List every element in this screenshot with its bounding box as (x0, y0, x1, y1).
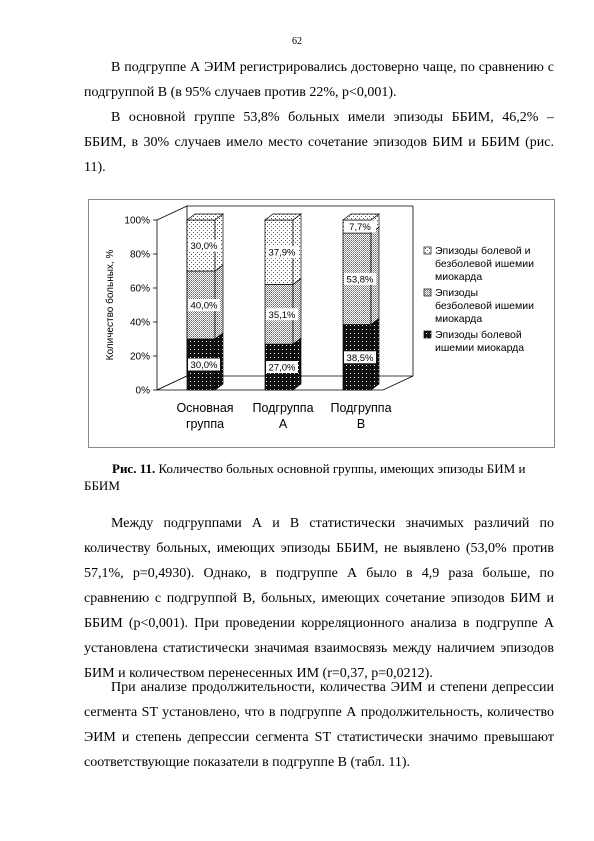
paragraph: В подгруппе А ЭИМ регистрировались достоверно чаще, по сравнению с подгруппой В (в 95% случаев против 22%, p<0,001). (84, 60, 554, 100)
x-category-label: Основная (176, 401, 234, 415)
figure-chart (88, 199, 555, 448)
paragraph: При анализе продолжительности, количества ЭИМ и степени депрессии сегмента ST установлено, что в подгруппе А продолжительность, количество ЭИМ и степень депрессии сегмента ST статистически значимо превышают соответствующие показатели в подгруппе В (табл. 11). (84, 680, 554, 770)
y-axis-label: Количество больных, % (105, 249, 116, 361)
data-label: 30,0% (190, 241, 218, 252)
x-category-label: Подгруппа (330, 401, 392, 415)
x-category-label: группа (185, 417, 225, 431)
data-label: 53,8% (346, 274, 374, 286)
data-label: 27,0% (268, 362, 296, 374)
legend-swatch-bbim (424, 289, 431, 296)
data-label: 37,9% (268, 247, 296, 259)
paragraph: Между подгруппами А и В статистически значимых различий по количеству больных, имеющих эпизоды ББИМ, не выявлено (53,0% против 57,1%, p=0,4930). Однако, в подгруппе А было в 4,9 раза больше, по сравнению с подгруппой В, больных, имеющих сочетание эпизодов БИМ и ББИМ (p<0,001). При проведении корреляционного анализа в подгруппе А установлена статистически значимая взаимосвязь между наличием эпизодов БИМ и количеством перенесенных ИМ (r=0,37, p=0,0212). (84, 516, 554, 681)
x-category-label: А (278, 417, 288, 431)
figure-caption (84, 460, 554, 494)
legend-label: Эпизоды болевой и (435, 245, 531, 257)
y-tick-label: 100% (124, 215, 150, 227)
stacked-bar-chart (89, 200, 554, 447)
legend-label: ишемии миокарда (435, 342, 525, 354)
legend-label: Эпизоды болевой (435, 329, 522, 341)
y-tick-label: 0% (135, 385, 150, 397)
legend-swatch-bim (424, 331, 431, 338)
caption-text: Количество больных основной группы, имеющих эпизоды БИМ и ББИМ (84, 461, 526, 493)
legend-label: миокарда (435, 313, 483, 325)
legend-label: Эпизоды (435, 287, 479, 299)
y-tick-label: 80% (129, 249, 150, 261)
legend-label: миокарда (435, 271, 483, 283)
data-label: 38,5% (346, 352, 374, 364)
caption-label: Рис. 11. (112, 461, 156, 476)
y-tick-label: 20% (129, 351, 150, 363)
data-label: 40,0% (190, 300, 218, 312)
legend-label: безболевой ишемии (435, 300, 534, 312)
data-label: 35,1% (268, 309, 296, 321)
paragraph: В основной группе 53,8% больных имели эпизоды ББИМ, 46,2% – ББИМ, в 30% случаев имело место сочетание эпизодов БИМ и ББИМ (рис. 11). (84, 110, 554, 175)
x-category-label: Подгруппа (252, 401, 314, 415)
data-label: 7,7% (349, 222, 371, 234)
legend-label: безболевой ишемии (435, 258, 534, 270)
legend-swatch-both (424, 247, 431, 254)
data-label: 30,0% (190, 360, 218, 371)
x-category-label: В (356, 417, 366, 431)
page-number: 62 (292, 36, 302, 47)
y-tick-label: 60% (129, 283, 150, 295)
chart-side-wall (157, 206, 187, 390)
y-tick-label: 40% (129, 317, 150, 329)
